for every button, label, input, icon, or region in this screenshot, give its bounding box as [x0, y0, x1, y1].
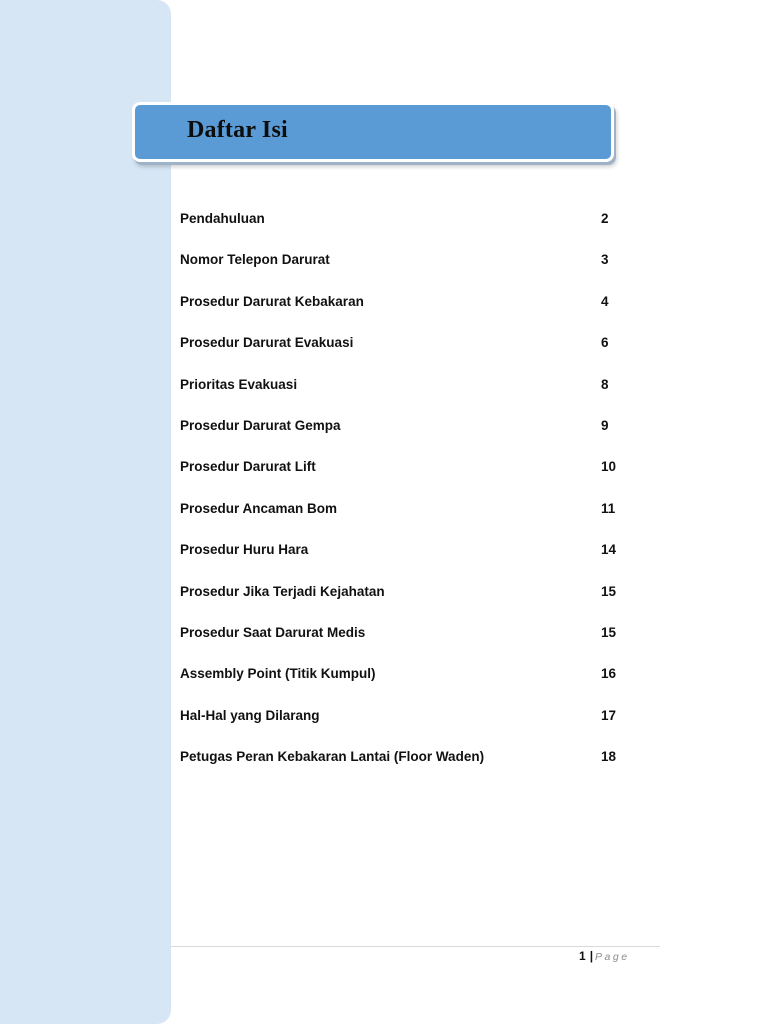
toc-label: Prosedur Darurat Gempa — [180, 417, 341, 433]
toc-page-number: 14 — [601, 542, 617, 558]
toc-label: Prosedur Darurat Evakuasi — [180, 335, 354, 351]
toc-row[interactable] — [180, 252, 630, 293]
toc-row[interactable] — [180, 418, 630, 459]
toc-row[interactable] — [180, 749, 630, 790]
toc-page-number: 15 — [601, 624, 617, 640]
toc-page-number: 17 — [601, 707, 617, 723]
toc-row[interactable] — [180, 211, 630, 252]
toc-page-number: 10 — [601, 459, 617, 475]
page-word: Page — [595, 951, 630, 963]
toc-page-number: 11 — [601, 500, 616, 516]
toc-page-number: 2 — [601, 211, 609, 226]
toc-label: Prosedur Darurat Lift — [180, 459, 316, 475]
toc-page-number: 18 — [601, 749, 617, 765]
toc-label: Nomor Telepon Darurat — [180, 252, 330, 268]
toc-row[interactable] — [180, 666, 630, 707]
toc-page-number: 16 — [601, 666, 617, 682]
footer-divider — [171, 946, 660, 947]
page-footer — [579, 949, 630, 963]
toc-label: Prosedur Huru Hara — [180, 542, 309, 558]
title-box — [132, 102, 614, 162]
toc-row[interactable] — [180, 708, 630, 749]
toc-row[interactable] — [180, 584, 630, 625]
toc-page-number: 4 — [601, 293, 609, 309]
toc-label: Prosedur Ancaman Bom — [180, 500, 338, 516]
toc-label: Prosedur Jika Terjadi Kejahatan — [180, 583, 385, 599]
toc-row[interactable] — [180, 377, 630, 418]
toc-page-number: 9 — [601, 417, 609, 433]
table-of-contents — [180, 211, 630, 790]
toc-label: Prosedur Saat Darurat Medis — [180, 624, 366, 640]
toc-row[interactable] — [180, 625, 630, 666]
toc-row[interactable] — [180, 542, 630, 583]
toc-row[interactable] — [180, 335, 630, 376]
toc-page-number: 15 — [601, 583, 617, 599]
toc-label: Petugas Peran Kebakaran Lantai (Floor Waden) — [180, 749, 485, 765]
toc-label: Prosedur Darurat Kebakaran — [180, 293, 364, 309]
toc-row[interactable] — [180, 459, 630, 500]
toc-label: Prioritas Evakuasi — [180, 376, 298, 392]
page-title: Daftar Isi — [187, 117, 288, 143]
toc-row[interactable] — [180, 501, 630, 542]
footer-separator: | — [589, 949, 594, 963]
page-number: 1 — [579, 949, 586, 963]
toc-label: Assembly Point (Titik Kumpul) — [180, 666, 376, 682]
toc-page-number: 6 — [601, 335, 609, 351]
toc-row[interactable] — [180, 294, 630, 335]
toc-label: Hal-Hal yang Dilarang — [180, 707, 320, 723]
toc-page-number: 8 — [601, 376, 609, 392]
toc-page-number: 3 — [601, 252, 609, 268]
toc-label: Pendahuluan — [180, 211, 265, 226]
